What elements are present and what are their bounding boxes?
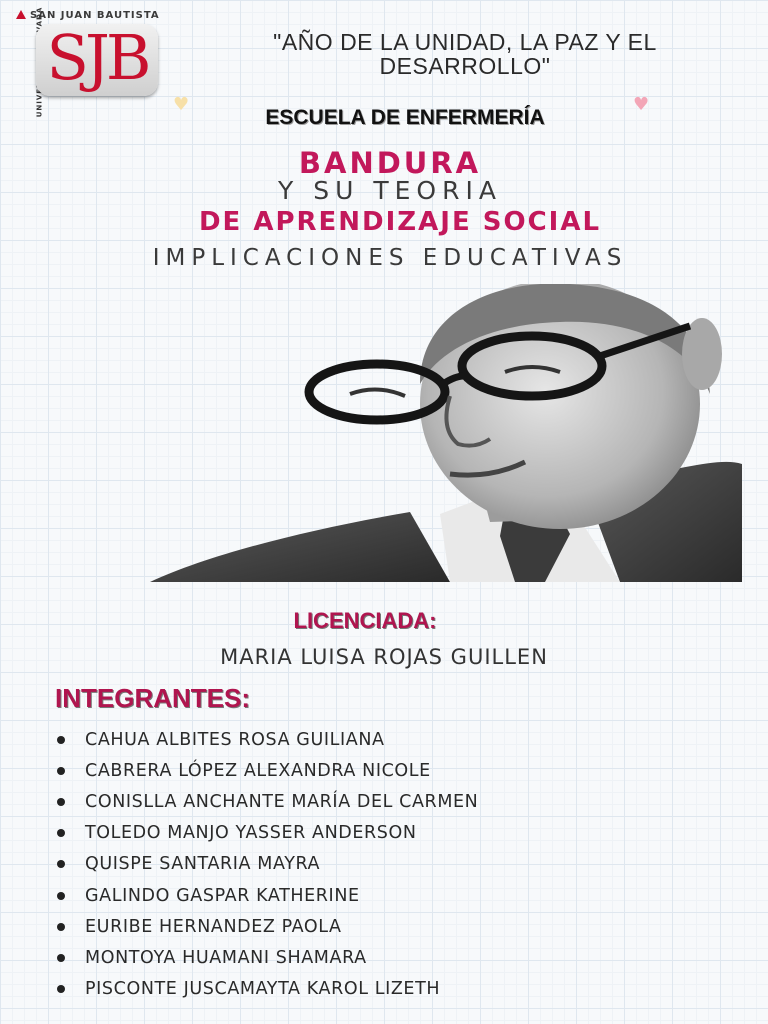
- bullet-icon: [57, 985, 65, 993]
- university-logo: [14, 8, 164, 103]
- member-name: GALINDO GASPAR KATHERINE: [85, 885, 360, 906]
- members-list: [55, 724, 478, 1005]
- portrait-photo: [150, 284, 742, 582]
- bullet-icon: [57, 736, 65, 744]
- title-line-1: BANDURA: [298, 146, 482, 180]
- title-line-2: Y SU TEORIA: [278, 176, 502, 205]
- logo-mark: SJB: [46, 21, 148, 94]
- bullet-icon: [57, 923, 65, 931]
- member-name: PISCONTE JUSCAMAYTA KAROL LIZETH: [85, 979, 441, 1000]
- licenciada-name: MARIA LUISA ROJAS GUILLEN: [220, 645, 548, 669]
- bullet-icon: [57, 767, 65, 775]
- list-item: [55, 724, 478, 755]
- list-item: [55, 880, 478, 911]
- list-item: [55, 849, 478, 880]
- integrantes-label: INTEGRANTES:: [55, 683, 250, 713]
- member-name: CABRERA LÓPEZ ALEXANDRA NICOLE: [85, 760, 431, 781]
- licenciada-label: LICENCIADA:: [293, 608, 437, 633]
- member-name: EURIBE HERNANDEZ PAOLA: [85, 916, 342, 937]
- bullet-icon: [57, 954, 65, 962]
- logo-top-label: SAN JUAN BAUTISTA: [30, 10, 160, 21]
- list-item: [55, 755, 478, 786]
- bullet-icon: [57, 892, 65, 900]
- member-name: MONTOYA HUAMANI SHAMARA: [85, 947, 367, 968]
- bullet-icon: [57, 798, 65, 806]
- logo-hat-icon: [16, 10, 26, 19]
- list-item: [55, 911, 478, 942]
- heart-icon: ♥: [633, 94, 650, 115]
- year-motto: "AÑO DE LA UNIDAD, LA PAZ Y EL DESARROLLO": [273, 29, 657, 79]
- member-name: CONISLLA ANCHANTE MARÍA DEL CARMEN: [85, 791, 479, 812]
- list-item: [55, 818, 478, 849]
- list-item: [55, 974, 478, 1005]
- title-line-3: DE APRENDIZAJE SOCIAL: [198, 207, 602, 237]
- member-name: QUISPE SANTARIA MAYRA: [85, 854, 321, 875]
- bullet-icon: [57, 829, 65, 837]
- subtitle: IMPLICACIONES EDUCATIVAS: [152, 245, 628, 271]
- heart-icon: ♥: [173, 94, 190, 115]
- list-item: [55, 942, 478, 973]
- list-item: [55, 786, 478, 817]
- school-name: ESCUELA DE ENFERMERÍA: [265, 106, 545, 129]
- member-name: CAHUA ALBITES ROSA GUILIANA: [85, 729, 385, 750]
- member-name: TOLEDO MANJO YASSER ANDERSON: [85, 823, 417, 844]
- bullet-icon: [57, 860, 65, 868]
